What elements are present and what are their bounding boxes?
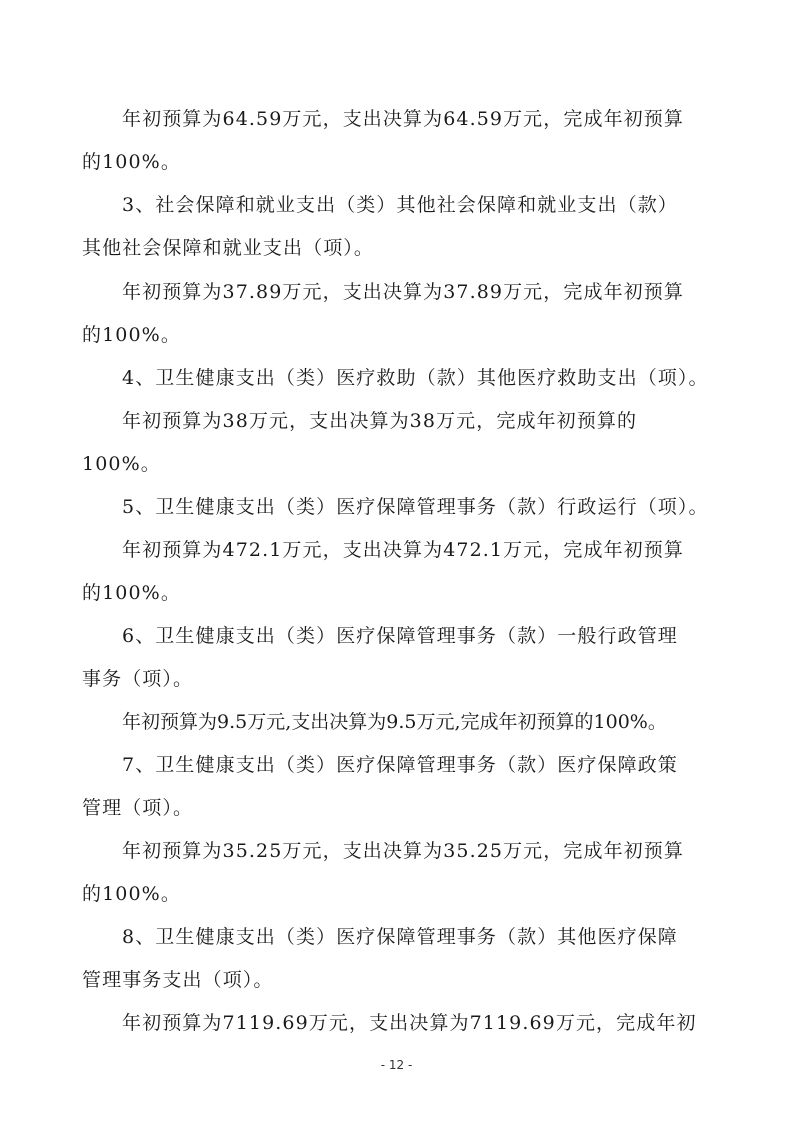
section-heading-5: 5、卫生健康支出（类）医疗保障管理事务（款）行政运行（项）。 (122, 496, 709, 518)
paragraph-line: 年初预算为9.5万元,支出决算为9.5万元,完成年初预算的100%。 (122, 711, 667, 733)
section-heading-3: 3、社会保障和就业支出（类）其他社会保障和就业支出（款） (122, 194, 678, 216)
paragraph-line: 年初预算为37.89万元，支出决算为37.89万元，完成年初预算 (122, 281, 684, 303)
page-number: - 12 - (380, 1058, 413, 1072)
section-heading-6: 6、卫生健康支出（类）医疗保障管理事务（款）一般行政管理 (122, 625, 678, 647)
section-heading-4: 4、卫生健康支出（类）医疗救助（款）其他医疗救助支出（项）。 (122, 367, 709, 389)
section-heading-6-cont: 事务（项）。 (82, 668, 194, 690)
section-heading-7-cont: 管理（项）。 (82, 797, 194, 819)
paragraph-line: 年初预算为38万元，支出决算为38万元，完成年初预算的 (122, 410, 638, 432)
section-heading-3-cont: 其他社会保障和就业支出（项）。 (82, 237, 375, 259)
section-heading-8-cont: 管理事务支出（项）。 (82, 969, 274, 991)
paragraph-line: 100%。 (82, 453, 161, 475)
paragraph-line: 的100%。 (82, 324, 181, 346)
paragraph-line: 的100%。 (82, 883, 181, 905)
paragraph-line: 年初预算为64.59万元，支出决算为64.59万元，完成年初预算 (122, 108, 684, 130)
paragraph-line: 年初预算为7119.69万元，支出决算为7119.69万元，完成年初 (122, 1012, 697, 1034)
section-heading-7: 7、卫生健康支出（类）医疗保障管理事务（款）医疗保障政策 (122, 754, 678, 776)
paragraph-line: 的100%。 (82, 151, 181, 173)
section-heading-8: 8、卫生健康支出（类）医疗保障管理事务（款）其他医疗保障 (122, 926, 678, 948)
paragraph-line: 的100%。 (82, 582, 181, 604)
paragraph-line: 年初预算为472.1万元，支出决算为472.1万元，完成年初预算 (122, 539, 684, 561)
paragraph-line: 年初预算为35.25万元，支出决算为35.25万元，完成年初预算 (122, 840, 684, 862)
